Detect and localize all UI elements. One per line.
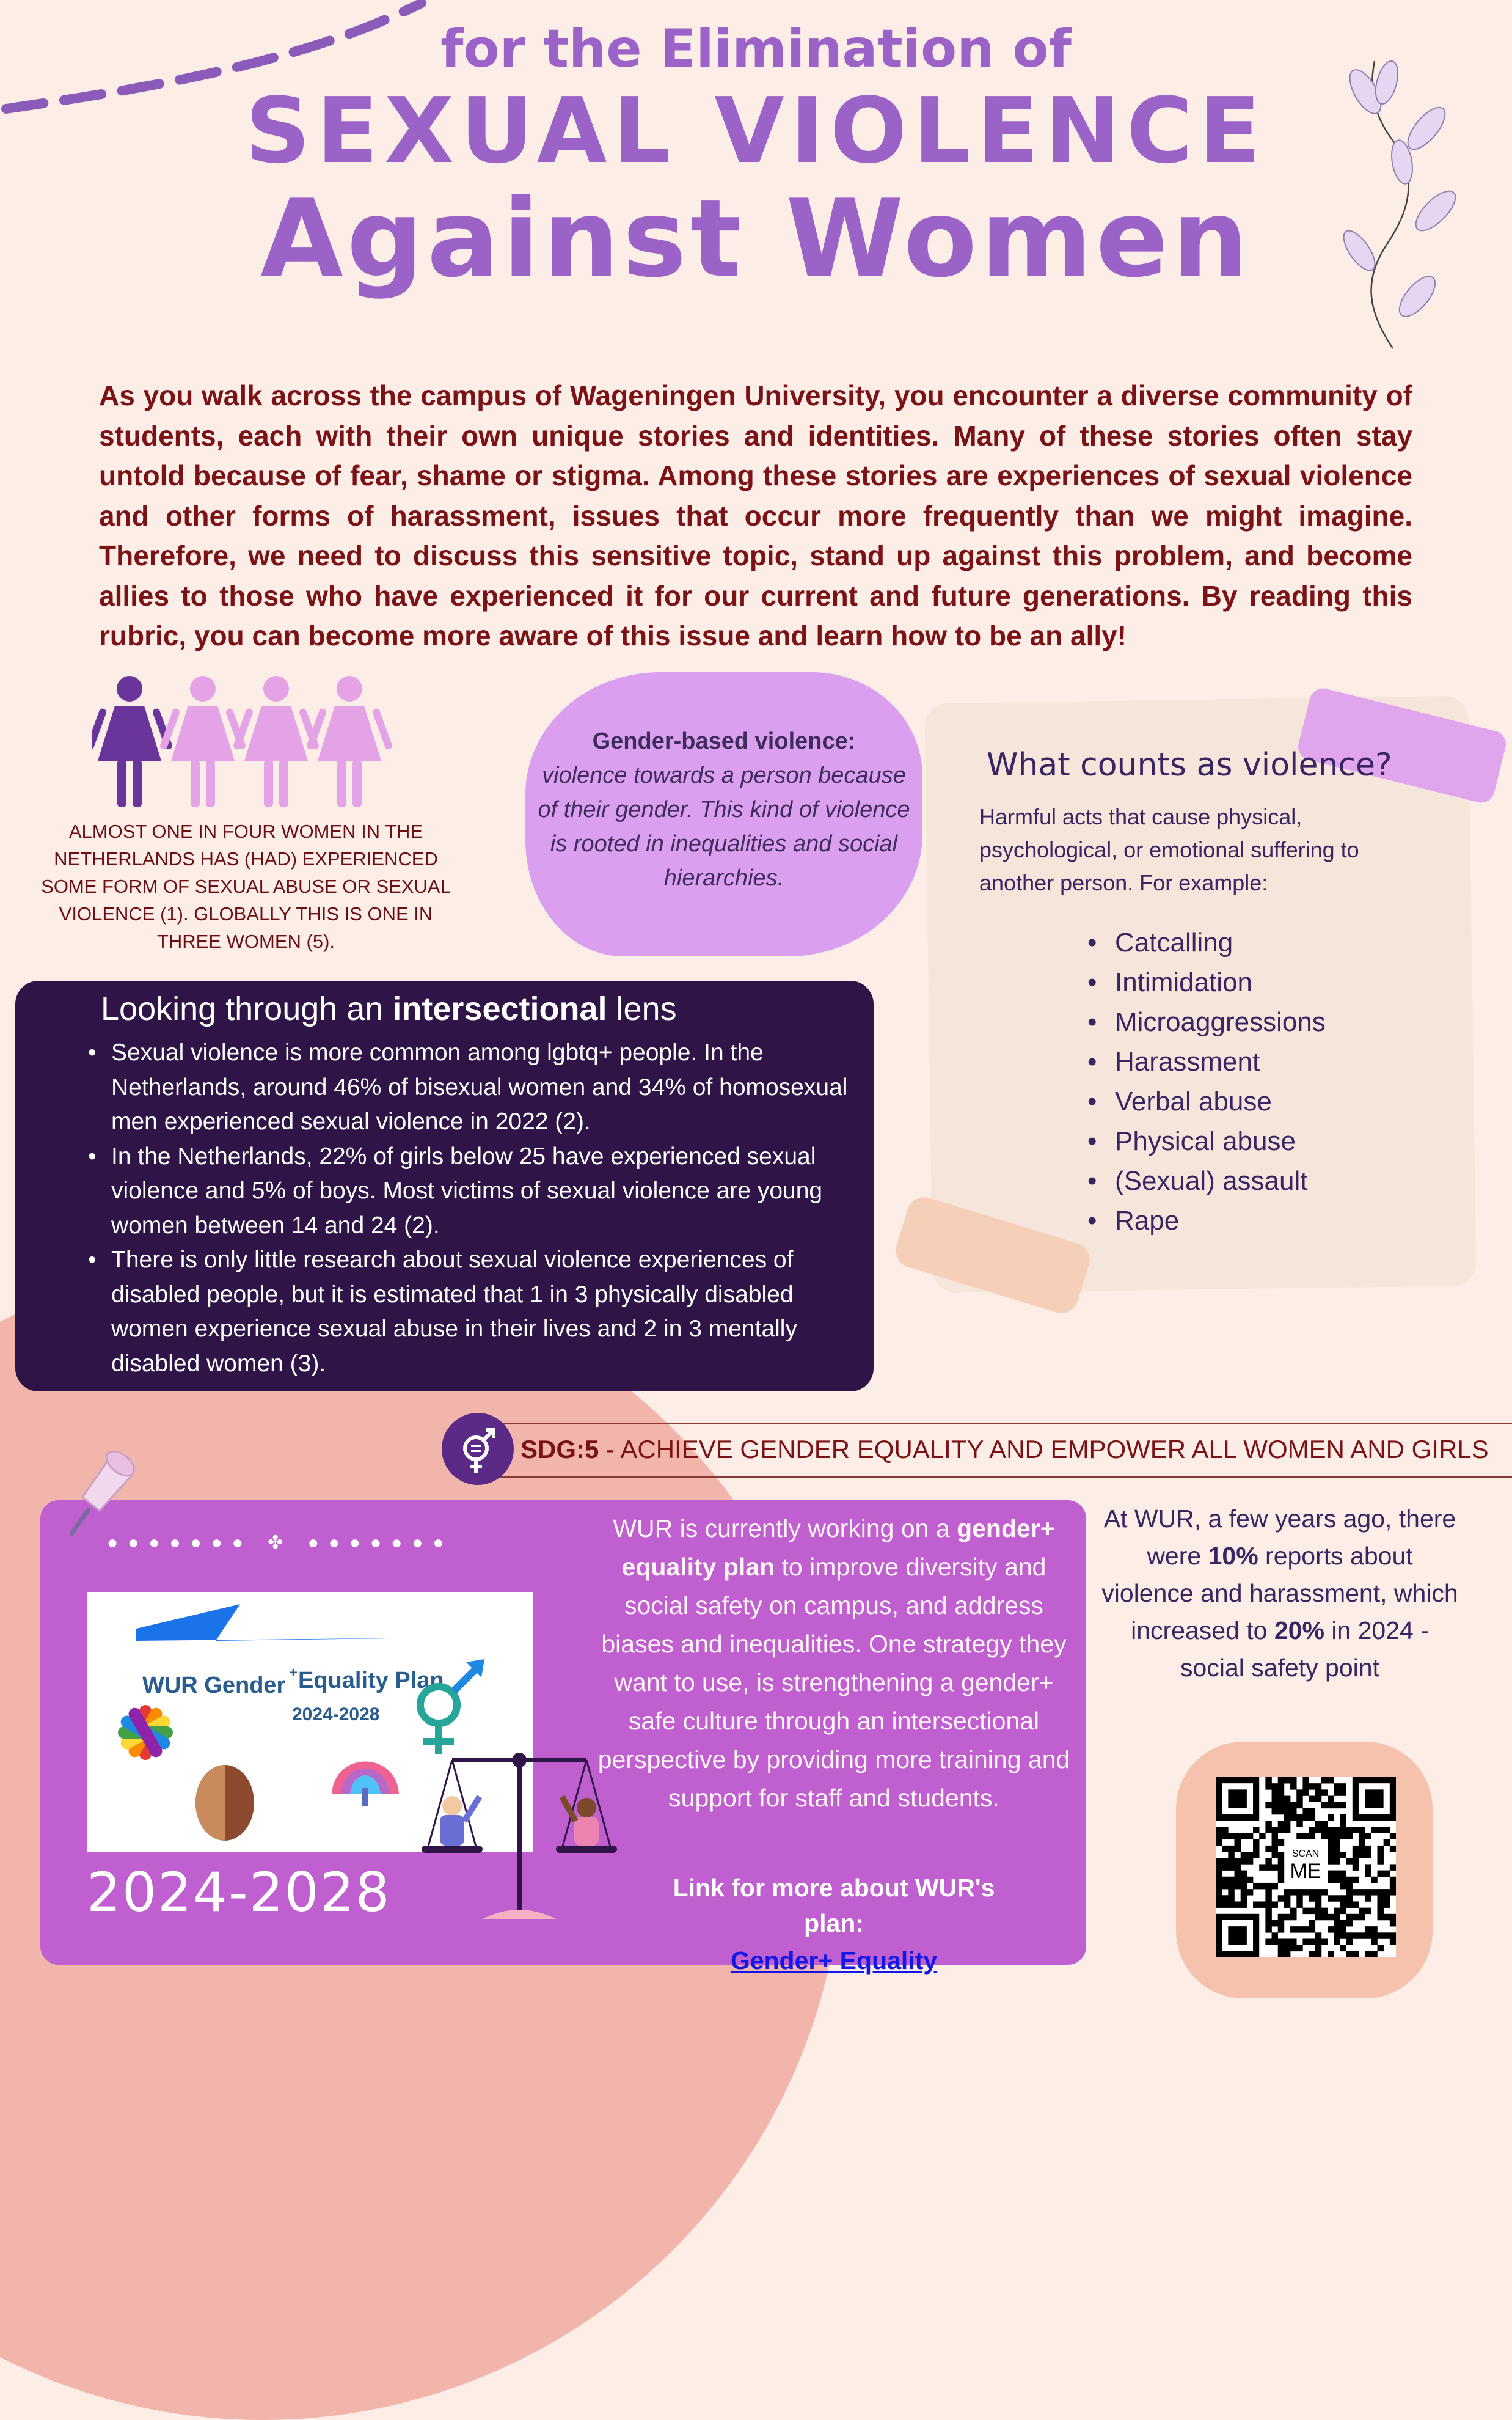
title-bold: intersectional: [392, 991, 607, 1027]
women-statistic-icons: [92, 675, 397, 810]
scales-illustration: [415, 1736, 635, 1937]
title-pre: Looking through an: [101, 991, 393, 1027]
woman-icon: [92, 676, 173, 807]
list-item: • Physical abuse: [1087, 1121, 1326, 1161]
reports-value-2: 20%: [1274, 1616, 1324, 1645]
sdg-code: SDG:5: [520, 1435, 599, 1464]
image-years: 2024-2028: [292, 1704, 380, 1725]
sdg-description: - ACHIEVE GENDER EQUALITY AND EMPOWER ALL WOMEN AND GIRLS: [599, 1435, 1489, 1464]
image-title-sup: +: [289, 1665, 298, 1681]
gender-equality-icon: [442, 1413, 514, 1485]
list-item: • Harassment: [1087, 1042, 1326, 1082]
plan-text-pre: WUR is currently working on a: [613, 1514, 957, 1542]
intersectional-title: [101, 990, 677, 1028]
sdg-rule-top: [477, 1423, 1512, 1425]
list-item: • Microaggressions: [1087, 1002, 1326, 1042]
sdg-label: [520, 1435, 1489, 1464]
title-post: lens: [607, 991, 677, 1027]
image-title: WUR Gender: [142, 1673, 286, 1698]
qr-label-top: SCAN: [1291, 1849, 1320, 1859]
intro-paragraph: As you walk across the campus of Wageningen University, you encounter a diverse community of students, each with their own unique stories and identities. Many of these stories often stay untold because of fear, shame or stigma. Among these stories are experiences of sexual violence and other forms of harassment, issues that occur more frequently than we might imagine. Therefore, we need to discuss this sensitive topic, stand up against this problem, and become allies to those who have experienced it for our current and future generations. By reading this rubric, you can become more aware of this issue and learn how to be an ally!: [99, 380, 1412, 651]
violence-title: What counts as violence?: [987, 747, 1392, 783]
plan-text-bold: gender+ equality plan: [621, 1514, 1055, 1581]
qr-code[interactable]: [1216, 1777, 1396, 1957]
list-item: • Intimidation: [1087, 963, 1326, 1002]
list-item: • There is only little research about sexual violence experiences of disabled people, but it is estimated that 1 in 3 physically disabled women experience sexual abuse in their lives and 2 in 3 mentally disabled women (3).: [73, 1243, 867, 1381]
gender-equality-link[interactable]: Gender+ Equality: [730, 1946, 938, 1975]
list-item: • Catcalling: [1087, 923, 1326, 963]
list-item: • Verbal abuse: [1087, 1082, 1326, 1121]
image-title-2: Equality Plan: [298, 1668, 444, 1693]
dots-divider: ●●●●●●● ✤ ●●●●●●●: [107, 1533, 454, 1553]
reports-pre: At WUR, a few years ago, there were: [1103, 1505, 1456, 1570]
sdg-rule-bottom: [477, 1476, 1512, 1478]
violence-description: Harmful acts that cause physical, psychological, or emotional suffering to another person. For example:: [979, 804, 1359, 895]
title-line-3: Against Women: [260, 177, 1252, 301]
violence-list: [1087, 923, 1326, 1241]
title-line-2: SEXUAL VIOLENCE: [245, 78, 1267, 183]
pushpin-icon: [64, 1442, 144, 1540]
list-item: • In the Netherlands, 22% of girls below 25 have experienced sexual violence and 5% of boys. Most victims of sexual violence are young women between 14 and 24 (2).: [73, 1140, 867, 1244]
reports-mid: reports about violence and harassment, which increased to: [1101, 1542, 1458, 1645]
gbv-definition: [531, 724, 916, 895]
title-line-1: for the Elimination of: [440, 18, 1072, 79]
reports-statistic: [1100, 1500, 1460, 1687]
list-item: • Sexual violence is more common among lgbtq+ people. In the Netherlands, around 46% of bisexual women and 34% of homosexual men experienced sexual violence in 2022 (2).: [73, 1036, 867, 1140]
list-item: • (Sexual) assault: [1087, 1161, 1326, 1201]
gender-plan-description: [596, 1509, 1072, 1817]
gbv-body: violence towards a person because of their gender. This kind of violence is rooted in inequalities and social hierarchies.: [538, 763, 910, 891]
statistic-text: ALMOST ONE IN FOUR WOMEN IN THE NETHERLANDS HAS (HAD) EXPERIENCED SOME FORM OF SEXUAL ABUSE OR SEXUAL VIOLENCE (1). GLOBALLY THIS IS ONE IN THREE WOMEN (5).: [41, 821, 451, 952]
plan-text-post: to improve diversity and social safety on campus, and address biases and inequalities. One strategy they want to use, is strengthening a gender+ safe culture through an intersectional perspective by providing more training and support for staff and students.: [597, 1553, 1070, 1812]
woman-icon: [305, 676, 393, 807]
link-label: Link for more about WUR's plan:: [673, 1874, 995, 1937]
plan-years: 2024-2028: [87, 1861, 391, 1924]
intersectional-list: [73, 1036, 867, 1381]
gbv-heading: Gender-based violence:: [592, 728, 856, 754]
reports-post: in 2024 - social safety point: [1180, 1616, 1429, 1682]
woman-icon: [159, 676, 246, 807]
qr-label-bottom: ME: [1290, 1860, 1321, 1883]
reports-value-1: 10%: [1208, 1542, 1258, 1570]
list-item: • Rape: [1087, 1201, 1326, 1241]
intersectional-panel: [15, 981, 874, 1392]
woman-icon: [232, 676, 320, 807]
